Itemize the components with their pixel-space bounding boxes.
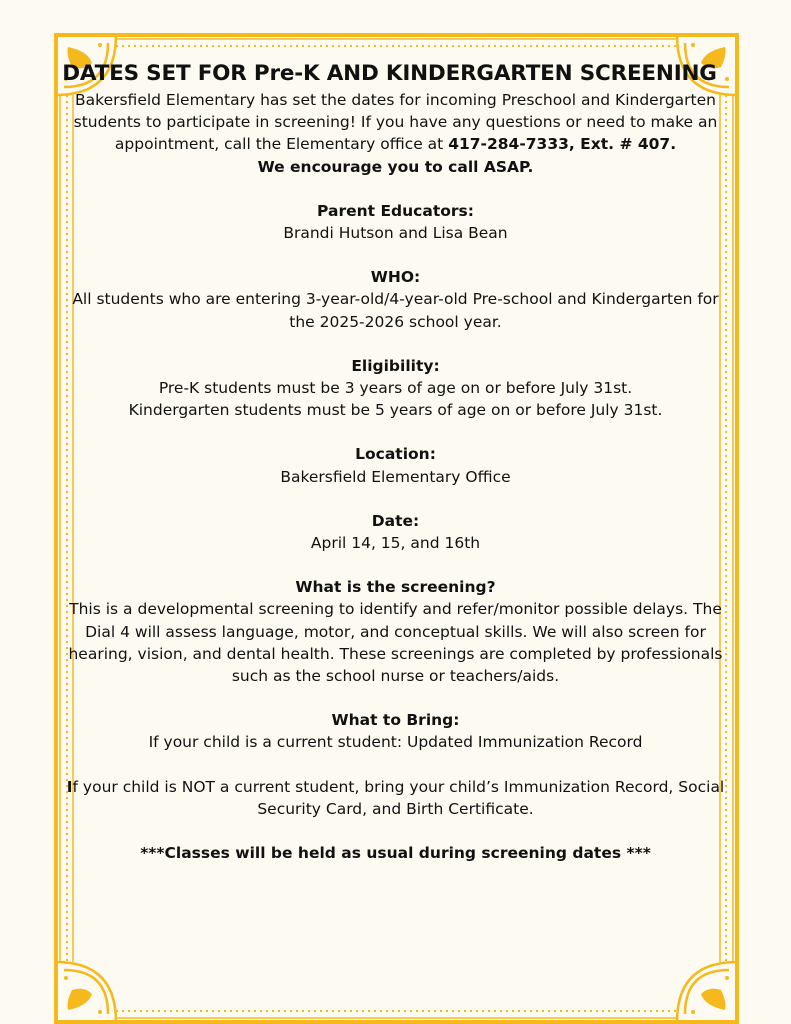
location-body: Bakersfield Elementary Office [280,467,511,486]
location-heading: Location: [355,445,436,464]
date-heading: Date: [371,511,420,530]
classes-note: ***Classes will be held as usual during screening dates *** [140,844,651,863]
who-heading: WHO: [370,268,421,287]
bring-current-student: If your child is a current student: Updated Immunization Record [148,733,643,752]
parent-educators-heading: Parent Educators: [317,201,474,220]
intro-text: Bakersfield Elementary has set the dates for incoming Preschool and Kindergarten students to participate in screening! If you have any questions or need to make an appointment, call the Elementary office at [73,91,718,154]
bring-not-current-student [66,776,725,820]
parent-educators-names: Brandi Hutson and Lisa Bean [283,224,508,243]
flyer-content [62,58,725,864]
what-is-heading: What is the screening? [295,578,496,597]
what-to-bring-heading: What to Bring: [331,711,460,730]
page-title: DATES SET FOR Pre-K AND KINDERGARTEN SCREENING [62,61,717,86]
eligibility-kindergarten: Kindergarten students must be 5 years of age on or before July 31st. [128,401,663,420]
eligibility-prek: Pre-K students must be 3 years of age on or before July 31st. [158,379,633,398]
intro-paragraph [66,89,725,156]
encourage-call: We encourage you to call ASAP. [257,157,534,176]
bring-not-current-initial: I [66,777,73,796]
who-body: All students who are entering 3-year-old/4-year-old Pre-school and Kindergarten for the 2025-2026 school year. [72,290,719,331]
bring-not-current-text: f your child is NOT a current student, bring your child’s Immunization Record, Social Security Card, and Birth Certificate. [72,777,725,818]
office-phone: 417-284-7333, Ext. # 407. [448,135,677,154]
date-body: April 14, 15, and 16th [310,534,481,553]
what-is-body: This is a developmental screening to identify and refer/monitor possible delays. The Dial 4 will assess language, motor, and conceptual skills. We will also screen for hearing, vision, and dental health. These screenings are completed by professionals such as the school nurse or teachers/aids. [68,600,723,686]
eligibility-heading: Eligibility: [351,356,440,375]
